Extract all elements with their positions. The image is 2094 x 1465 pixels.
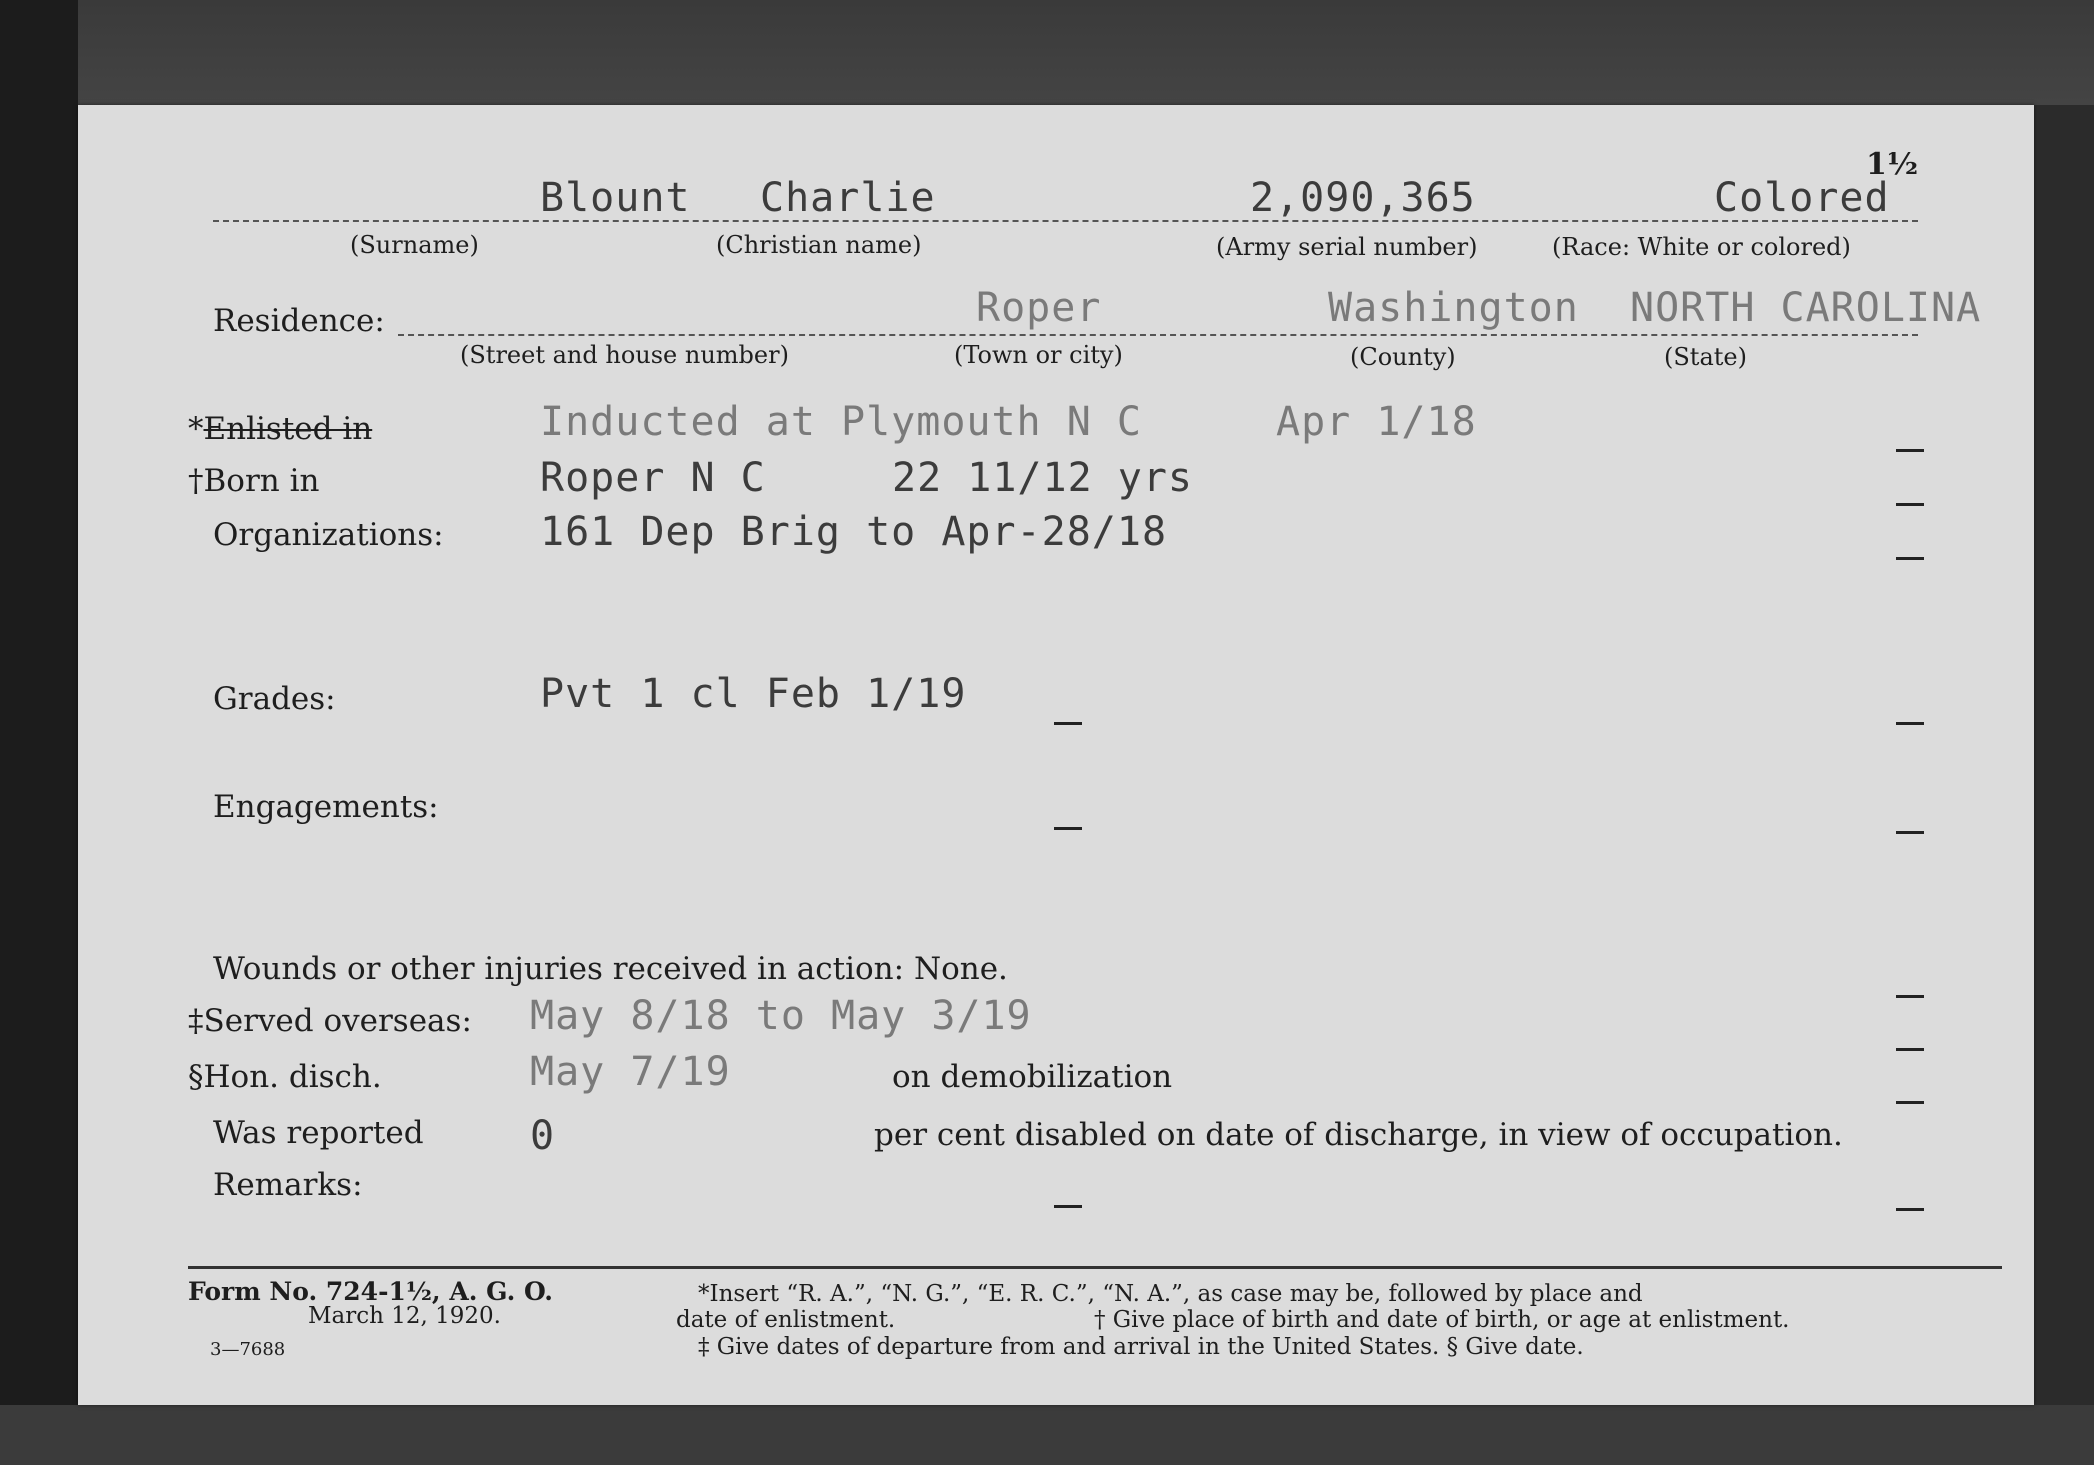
blank-dash [1896, 1101, 1924, 1104]
blank-dash [1054, 1205, 1082, 1208]
overseas-label: Served overseas: [203, 1003, 472, 1039]
blank-dash [1896, 503, 1924, 506]
footer-rule [188, 1266, 2002, 1269]
blank-dash [1896, 831, 1924, 834]
born-mark: † [188, 463, 204, 499]
wounds-label: Wounds or other injuries received in action: [213, 951, 905, 987]
record-card [78, 105, 2034, 1405]
enlisted-label: Enlisted in [203, 411, 373, 447]
race-value: Colored [1714, 175, 1890, 221]
born-place: Roper N C [540, 455, 766, 501]
blank-dash [1896, 1208, 1924, 1211]
race-caption: (Race: White or colored) [1552, 233, 1851, 261]
engagements-label: Engagements: [213, 789, 439, 825]
surname-caption: (Surname) [350, 231, 479, 259]
enlisted-row [188, 411, 372, 447]
christian-name-caption: (Christian name) [716, 231, 922, 259]
scan-background-top [0, 0, 2094, 105]
born-label: Born in [203, 463, 320, 499]
footnote-line-2b: † Give place of birth and date of birth, or age at enlistment. [1094, 1307, 1790, 1333]
overseas-value: May 8/18 to May 3/19 [530, 993, 1032, 1039]
reported-value: 0 [530, 1113, 556, 1159]
county-caption: (County) [1350, 343, 1456, 371]
reported-suffix: per cent disabled on date of discharge, in view of occupation. [874, 1117, 1843, 1153]
grades-value: Pvt 1 cl Feb 1/19 [540, 671, 967, 717]
blank-dash [1896, 449, 1924, 452]
footnote-line-1: *Insert “R. A.”, “N. G.”, “E. R. C.”, “N. A.”, as case may be, followed by place and [698, 1281, 1643, 1307]
print-code: 3—7688 [210, 1339, 286, 1360]
overseas-mark: ‡ [188, 1003, 204, 1039]
residence-dotted-line [398, 334, 1918, 336]
born-row [188, 463, 319, 499]
serial-number-value: 2,090,365 [1250, 175, 1476, 221]
enlisted-date: Apr 1/18 [1276, 399, 1477, 445]
street-caption: (Street and house number) [460, 341, 789, 369]
scan-background-bottom [0, 1405, 2094, 1465]
footnote-line-2a: date of enlistment. [676, 1307, 896, 1333]
blank-dash [1896, 557, 1924, 560]
blank-dash [1896, 995, 1924, 998]
enlisted-mark: * [188, 411, 204, 447]
state-value: NORTH CAROLINA [1630, 285, 1982, 331]
organizations-value: 161 Dep Brig to Apr-28/18 [540, 509, 1168, 555]
christian-name-value: Charlie [760, 175, 936, 221]
discharge-label: Hon. disch. [203, 1059, 382, 1095]
surname-value: Blount [540, 175, 691, 221]
footnote-line-3: ‡ Give dates of departure from and arrival in the United States. § Give date. [698, 1334, 1584, 1360]
state-caption: (State) [1664, 343, 1747, 371]
town-caption: (Town or city) [954, 341, 1123, 369]
header-dotted-line [213, 220, 1918, 222]
discharge-date: May 7/19 [530, 1049, 731, 1095]
discharge-reason: on demobilization [892, 1059, 1173, 1095]
overseas-row [188, 1003, 472, 1039]
blank-dash [1054, 722, 1082, 725]
blank-dash [1054, 827, 1082, 830]
town-value: Roper [976, 285, 1102, 331]
wounds-value: None. [913, 951, 1008, 987]
discharge-mark: § [188, 1059, 204, 1095]
serial-caption: (Army serial number) [1216, 233, 1478, 261]
wounds-row [213, 951, 1008, 987]
reported-label: Was reported [213, 1115, 424, 1151]
scan-background-left [0, 0, 78, 1465]
remarks-label: Remarks: [213, 1167, 363, 1203]
organizations-label: Organizations: [213, 517, 444, 553]
fraction-mark: 1½ [1866, 147, 1919, 182]
residence-label: Residence: [213, 303, 385, 339]
grades-label: Grades: [213, 681, 336, 717]
born-age: 22 11/12 yrs [892, 455, 1193, 501]
blank-dash [1896, 1048, 1924, 1051]
form-number: Form No. 724-1½, A. G. O. [188, 1277, 554, 1306]
county-value: Washington [1328, 285, 1579, 331]
discharge-row [188, 1059, 382, 1095]
enlisted-value: Inducted at Plymouth N C [540, 399, 1142, 445]
blank-dash [1896, 722, 1924, 725]
form-date: March 12, 1920. [308, 1303, 501, 1329]
